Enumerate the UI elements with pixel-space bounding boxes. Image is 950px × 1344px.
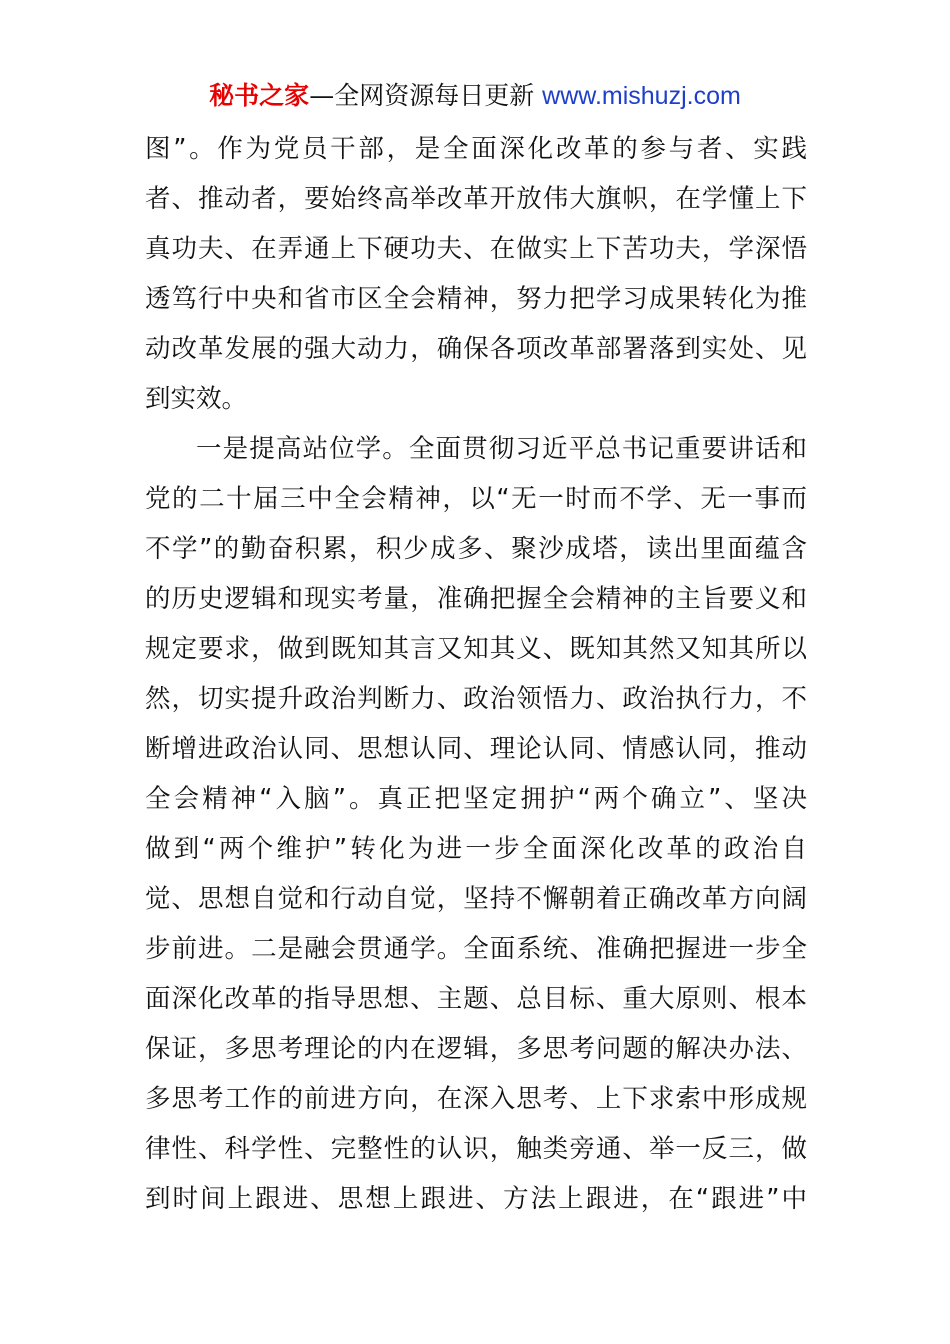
text-line: 律性、科学性、完整性的认识，触类旁通、举一反三，做: [145, 1134, 807, 1164]
page-header: [0, 78, 950, 114]
text-line: 不学”的勤奋积累，积少成多、聚沙成塔，读出里面蕴含: [145, 534, 807, 564]
text-line: 图”。作为党员干部，是全面深化改革的参与者、实践: [145, 134, 807, 164]
text-line: 全会精神“入脑”。真正把坚定拥护“两个确立”、坚决: [145, 784, 807, 814]
text-line: 透笃行中央和省市区全会精神，努力把学习成果转化为推: [145, 284, 807, 314]
text-line: 做到“两个维护”转化为进一步全面深化改革的政治自: [145, 834, 807, 864]
text-line: 真功夫、在弄通上下硬功夫、在做实上下苦功夫，学深悟: [145, 234, 807, 264]
text-line: 动改革发展的强大动力，确保各项改革部署落到实处、见: [145, 334, 807, 364]
text-line: 面深化改革的指导思想、主题、总目标、重大原则、根本: [145, 984, 807, 1014]
site-url[interactable]: www.mishuzj.com: [542, 82, 741, 110]
text-line: 者、推动者，要始终高举改革开放伟大旗帜，在学懂上下: [145, 184, 807, 214]
document-body: [145, 124, 807, 1224]
text-line: 一是提高站位学。全面贯彻习近平总书记重要讲话和: [196, 434, 807, 464]
text-line: 规定要求，做到既知其言又知其义、既知其然又知其所以: [145, 634, 807, 664]
text-line: 到实效。: [145, 384, 248, 414]
text-line: 断增进政治认同、思想认同、理论认同、情感认同，推动: [145, 734, 807, 764]
text-line: 多思考工作的前进方向，在深入思考、上下求索中形成规: [145, 1084, 807, 1114]
site-tagline: —全网资源每日更新: [309, 81, 535, 110]
site-brand: 秘书之家: [209, 81, 310, 110]
text-line: 党的二十届三中全会精神，以“无一时而不学、无一事而: [145, 484, 807, 514]
text-line: 到时间上跟进、思想上跟进、方法上跟进，在“跟进”中: [145, 1184, 807, 1214]
text-line: 保证，多思考理论的内在逻辑，多思考问题的解决办法、: [145, 1034, 807, 1064]
text-line: 的历史逻辑和现实考量，准确把握全会精神的主旨要义和: [145, 584, 807, 614]
text-line: 步前进。二是融会贯通学。全面系统、准确把握进一步全: [145, 934, 807, 964]
text-line: 然，切实提升政治判断力、政治领悟力、政治执行力，不: [145, 684, 807, 714]
text-line: 觉、思想自觉和行动自觉，坚持不懈朝着正确改革方向阔: [145, 884, 807, 914]
